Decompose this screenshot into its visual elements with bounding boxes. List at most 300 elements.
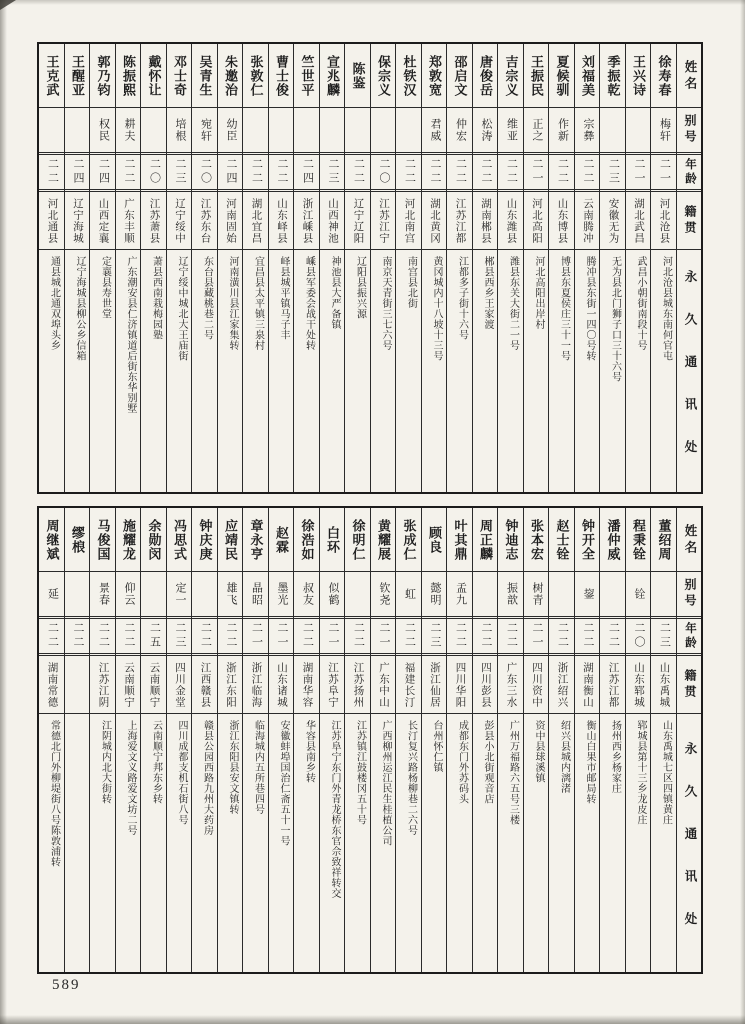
entry-alias: 定一 — [174, 582, 186, 606]
person-entry-column — [370, 44, 396, 492]
entry-alias: 仲宏 — [454, 118, 467, 142]
person-entry-column — [217, 508, 243, 972]
entry-native: 江苏江都 — [447, 192, 472, 250]
entry-age: 二二 — [473, 616, 498, 656]
entry-age: 二〇 — [192, 152, 217, 192]
entry-age: 二二 — [549, 152, 574, 192]
entry-name: 徐浩如 — [294, 508, 319, 572]
entry-alias: 鋆 — [582, 588, 594, 600]
entry-name: 王醒亚 — [65, 44, 90, 108]
person-entry-column — [395, 508, 421, 972]
entry-age: 二二 — [473, 152, 498, 192]
person-entry-column — [497, 44, 523, 492]
entry-native: 辽宁辽阳 — [345, 192, 370, 250]
entry-native: 江西赣县 — [192, 656, 217, 714]
entry-native: 浙江嵊县 — [294, 192, 319, 250]
entry-address: 辽宁海城县柳公乡信箱 — [74, 256, 85, 361]
entry-name: 程秉铨 — [626, 508, 651, 572]
entry-alias: 梅轩 — [658, 118, 671, 142]
entry-name: 张敦仁 — [243, 44, 268, 108]
person-entry-column — [140, 508, 166, 972]
person-entry-column — [293, 44, 319, 492]
entry-alias — [65, 108, 90, 152]
entry-alias — [600, 108, 625, 152]
person-entry-column — [625, 508, 651, 972]
entry-name: 徐寿春 — [651, 44, 676, 108]
entry-native: 山东潍县 — [498, 192, 523, 250]
person-entry-column — [344, 44, 370, 492]
entry-address: 辽阳县振兴源 — [354, 256, 366, 319]
entry-alias — [269, 108, 294, 152]
entry-name: 吉宗义 — [498, 44, 523, 108]
person-entry-column — [39, 508, 64, 972]
entry-alias — [39, 108, 64, 152]
entry-name: 王振民 — [524, 44, 549, 108]
entry-address: 郴县西乡王家渡 — [482, 256, 493, 330]
entry-address: 广东潮安县仁济镇道后街东华别墅 — [125, 256, 136, 414]
entry-alias — [192, 572, 217, 616]
entry-age: 二三 — [600, 152, 625, 192]
field-label-alias: 别号 — [683, 578, 697, 610]
entry-age: 二二 — [575, 152, 600, 192]
entry-alias: 墨光 — [276, 582, 288, 606]
person-entry-column — [497, 508, 523, 972]
entry-native: 四川华阳 — [447, 656, 472, 714]
entry-age: 二二 — [269, 152, 294, 192]
entry-age: 二一 — [626, 152, 651, 192]
entry-address: 常德北门外柳堤街八号陈敦浦转 — [48, 720, 60, 867]
entry-address: 黄冈城内十八坡十三号 — [431, 256, 442, 361]
entry-address: 广州万福路六五号三楼 — [507, 720, 519, 825]
entry-native: 山东诸城 — [269, 656, 294, 714]
entry-alias — [65, 572, 90, 616]
entry-name: 周正麟 — [473, 508, 498, 572]
entry-name: 曹士俊 — [269, 44, 294, 108]
entry-name: 叶其鼎 — [447, 508, 472, 572]
entry-name: 陈振熙 — [116, 44, 141, 108]
entry-native: 辽宁绥中 — [167, 192, 192, 250]
entry-native: 云南顺宁 — [141, 656, 166, 714]
entry-address: 华容县南乡转 — [303, 720, 315, 783]
entry-address: 上海爱文义路爱文坊二号 — [125, 720, 136, 836]
entry-age: 二一 — [269, 616, 294, 656]
entry-name: 赵士铨 — [549, 508, 574, 572]
entry-alias: 作新 — [556, 118, 569, 142]
entry-native: 湖北黄冈 — [422, 192, 447, 250]
person-entry-column — [574, 508, 600, 972]
entry-name: 邓士奇 — [167, 44, 192, 108]
entry-alias: 晶昭 — [250, 582, 263, 606]
person-entry-column — [242, 508, 268, 972]
entry-native: 山西定襄 — [90, 192, 115, 250]
entry-address: 东台县藏桃巷二号 — [201, 256, 213, 340]
scan-edge-right — [740, 0, 745, 1024]
field-label-native_place: 籍贯 — [677, 656, 702, 714]
entry-age: 二三 — [167, 616, 192, 656]
page-number: 589 — [52, 977, 81, 993]
entry-native: 广东中山 — [371, 656, 396, 714]
entry-address: 宜昌县太平镇三泉村 — [252, 256, 264, 351]
entry-age: 二〇 — [371, 152, 396, 192]
person-entry-column — [166, 44, 192, 492]
entry-native: 福建长汀 — [396, 656, 421, 714]
person-entry-column — [115, 508, 141, 972]
entry-name: 施耀龙 — [116, 508, 141, 572]
entry-alias: 君威 — [429, 118, 441, 142]
entry-address: 博县东夏侯庄三十一号 — [558, 256, 570, 361]
entry-native: 河北高阳 — [524, 192, 549, 250]
entry-native: 四川彭县 — [473, 656, 498, 714]
entry-address: 赣县公园西路九州大药房 — [201, 720, 213, 836]
entry-alias — [371, 108, 396, 152]
scan-edge-left — [0, 0, 7, 1024]
person-entry-column — [599, 44, 625, 492]
entry-name: 邵启文 — [447, 44, 472, 108]
entry-alias: 权民 — [97, 118, 110, 142]
person-entry-column — [64, 508, 90, 972]
entry-native: 广东丰顺 — [116, 192, 141, 250]
person-entry-column — [472, 508, 498, 972]
entry-alias: 似鹤 — [327, 582, 339, 606]
entry-alias — [345, 572, 370, 616]
person-entry-column — [523, 508, 549, 972]
entry-address: 彭县小北街观音店 — [482, 720, 493, 804]
entry-name: 竺世平 — [294, 44, 319, 108]
entry-native: 湖南衡山 — [575, 656, 600, 714]
entry-name: 余勋闵 — [141, 508, 166, 572]
entry-age: 二二 — [422, 152, 447, 192]
entry-age: 二四 — [218, 152, 243, 192]
entry-alias: 培根 — [174, 118, 186, 142]
entry-age: 二四 — [294, 152, 319, 192]
person-entry-column — [421, 44, 447, 492]
field-label-column — [676, 44, 702, 492]
entry-age: 二一 — [524, 152, 549, 192]
entry-alias: 景春 — [97, 582, 110, 606]
entry-alias — [243, 108, 268, 152]
person-entry-column — [242, 44, 268, 492]
person-entry-column — [446, 44, 472, 492]
entry-name: 应靖民 — [218, 508, 243, 572]
entry-alias: 宛轩 — [199, 118, 212, 142]
roster-table-lower — [37, 506, 703, 974]
entry-name: 董绍周 — [651, 508, 676, 572]
entry-age: 二一 — [371, 616, 396, 656]
entry-native — [65, 656, 90, 714]
entry-address: 临海城内五所巷四号 — [252, 720, 264, 815]
person-entry-column — [370, 508, 396, 972]
person-entry-column — [268, 44, 294, 492]
entry-name: 朱邀治 — [218, 44, 243, 108]
person-entry-column — [472, 44, 498, 492]
entry-age: 二二 — [218, 616, 243, 656]
entry-name: 夏候驯 — [549, 44, 574, 108]
entry-native: 四川金堂 — [167, 656, 192, 714]
person-entry-column — [39, 44, 64, 492]
entry-name: 唐俊岳 — [473, 44, 498, 108]
entry-native: 辽宁海城 — [65, 192, 90, 250]
entry-age: 二一 — [524, 616, 549, 656]
entry-alias: 树青 — [531, 582, 543, 606]
entry-alias — [141, 572, 166, 616]
person-entry-column — [446, 508, 472, 972]
entry-native: 湖北武昌 — [626, 192, 651, 250]
person-entry-column — [166, 508, 192, 972]
entry-age: 二二 — [345, 152, 370, 192]
entry-name: 保宗义 — [371, 44, 396, 108]
person-entry-column — [89, 44, 115, 492]
entry-address: 长汀复兴路杨柳巷二六号 — [405, 720, 417, 836]
person-entry-column — [89, 508, 115, 972]
person-entry-column — [548, 44, 574, 492]
scan-edge-bottom — [0, 1015, 745, 1024]
entry-age: 二三 — [320, 152, 345, 192]
entry-age: 二三 — [651, 616, 676, 656]
entry-native: 江苏江阴 — [90, 656, 115, 714]
person-entry-column — [523, 44, 549, 492]
person-entry-column — [293, 508, 319, 972]
entry-name: 章永亨 — [243, 508, 268, 572]
entry-name: 钟开全 — [575, 508, 600, 572]
entry-alias — [320, 108, 345, 152]
entry-age: 二二 — [447, 616, 472, 656]
entry-address: 通县城北通双埠头乡 — [48, 256, 60, 351]
person-entry-column — [268, 508, 294, 972]
entry-address: 云南顺宁邦东乡转 — [150, 720, 162, 804]
entry-address — [65, 714, 90, 972]
entry-age: 二四 — [65, 152, 90, 192]
entry-address: 辽宁绥中城北大王庙街 — [176, 256, 187, 361]
entry-alias: 孟九 — [454, 582, 467, 606]
entry-address: 江苏阜宁东门外青龙桥东官佘致祥转交 — [329, 720, 340, 899]
entry-native: 浙江绍兴 — [549, 656, 574, 714]
entry-native: 山西神池 — [320, 192, 345, 250]
entry-age: 二二 — [116, 152, 141, 192]
person-entry-column — [548, 508, 574, 972]
entry-name: 季振乾 — [600, 44, 625, 108]
entry-age: 二二 — [294, 616, 319, 656]
entry-address: 武昌小朝街南段十号 — [635, 256, 646, 351]
entry-age: 二二 — [447, 152, 472, 192]
roster-table-upper — [37, 42, 703, 494]
entry-alias — [141, 108, 166, 152]
entry-age: 二二 — [243, 152, 268, 192]
entry-alias: 铨 — [633, 588, 645, 600]
entry-native: 浙江临海 — [243, 656, 268, 714]
entry-age: 二二 — [498, 616, 523, 656]
entry-age: 二二 — [600, 616, 625, 656]
entry-native: 河北南宫 — [396, 192, 421, 250]
entry-age: 二二 — [549, 616, 574, 656]
entry-native: 江苏扬州 — [345, 656, 370, 714]
entry-name: 宣兆麟 — [320, 44, 345, 108]
entry-native: 山东峄县 — [269, 192, 294, 250]
entry-native: 江苏江宁 — [371, 192, 396, 250]
entry-native: 云南腾冲 — [575, 192, 600, 250]
entry-age: 二二 — [39, 152, 64, 192]
entry-name: 周继斌 — [39, 508, 64, 572]
entry-address: 南宫县北街 — [405, 256, 417, 309]
entry-address: 资中县球溪镇 — [533, 720, 544, 783]
entry-age: 二二 — [396, 616, 421, 656]
entry-alias: 虹 — [403, 588, 416, 600]
entry-alias: 松涛 — [480, 118, 492, 142]
entry-native: 河南固始 — [218, 192, 243, 250]
entry-alias: 幼臣 — [225, 118, 237, 142]
field-label-address: 永久通讯处 — [683, 269, 697, 483]
entry-native: 江苏江都 — [600, 656, 625, 714]
field-label-native_place: 籍贯 — [677, 192, 702, 250]
entry-age: 二一 — [243, 616, 268, 656]
field-label-name: 姓名 — [677, 44, 702, 108]
person-entry-column — [650, 508, 676, 972]
entry-address: 绍兴县城内漓渚 — [558, 720, 570, 794]
entry-address: 潍县东关大街二一号 — [507, 256, 519, 351]
field-label-column — [676, 508, 702, 972]
entry-native: 江苏萧县 — [141, 192, 166, 250]
entry-native: 山东博县 — [549, 192, 574, 250]
entry-name: 吴青生 — [192, 44, 217, 108]
field-label-age: 年龄 — [677, 616, 702, 656]
entry-name: 钟迪志 — [498, 508, 523, 572]
entry-native: 河北沧县 — [651, 192, 676, 250]
person-entry-column — [344, 508, 370, 972]
entry-alias: 钦尧 — [378, 582, 390, 606]
entry-alias — [626, 108, 651, 152]
person-entry-column — [64, 44, 90, 492]
person-entry-column — [191, 508, 217, 972]
entry-name: 白环 — [320, 508, 345, 572]
entry-native: 四川资中 — [524, 656, 549, 714]
entry-alias: 叔友 — [301, 582, 314, 606]
entry-age: 二〇 — [141, 152, 166, 192]
entry-name: 潘仲威 — [600, 508, 625, 572]
entry-age: 二二 — [575, 616, 600, 656]
field-label-name: 姓名 — [677, 508, 702, 572]
entry-name: 顾良 — [422, 508, 447, 572]
entry-native: 浙江东阳 — [218, 656, 243, 714]
entry-age: 二二 — [90, 616, 115, 656]
entry-native: 云南顺宁 — [116, 656, 141, 714]
person-entry-column — [217, 44, 243, 492]
entry-address: 扬州西乡杨家庄 — [609, 720, 621, 794]
scan-edge-top — [0, 0, 745, 5]
entry-alias — [473, 572, 498, 616]
entry-address: 河北高阳出岸村 — [533, 256, 544, 330]
entry-name: 戴怀让 — [141, 44, 166, 108]
entry-age: 二〇 — [626, 616, 651, 656]
entry-address: 江都多子街十六号 — [456, 256, 468, 340]
entry-alias: 仰云 — [123, 582, 135, 606]
entry-native: 浙江仙居 — [422, 656, 447, 714]
entry-alias: 耕夫 — [123, 118, 135, 142]
entry-address: 江阴城内北大街转 — [99, 720, 111, 804]
entry-address: 嵊县军委会战干处转 — [303, 256, 315, 351]
entry-name: 郑敦宽 — [422, 44, 447, 108]
entry-address: 神池县大严备镇 — [329, 256, 340, 330]
entry-address: 山东禹城七区四镇黄庄 — [660, 720, 672, 825]
entry-address: 无为县北门狮子口三十六号 — [609, 256, 621, 382]
field-label-age: 年龄 — [677, 152, 702, 192]
entry-native: 山东郓城 — [626, 656, 651, 714]
entry-age: 二五 — [141, 616, 166, 656]
entry-native: 江苏阜宁 — [320, 656, 345, 714]
entry-address: 河北沧县城东南何官屯 — [660, 256, 672, 361]
entry-age: 二一 — [651, 152, 676, 192]
entry-age: 二四 — [90, 152, 115, 192]
entry-alias: 懿明 — [429, 582, 441, 606]
entry-native: 江苏东台 — [192, 192, 217, 250]
entry-age: 二二 — [39, 616, 64, 656]
person-entry-column — [319, 508, 345, 972]
entry-age: 二二 — [116, 616, 141, 656]
entry-name: 王兴诗 — [626, 44, 651, 108]
entry-age: 二二 — [345, 616, 370, 656]
entry-alias: 宗彝 — [582, 118, 594, 142]
entry-age: 二三 — [167, 152, 192, 192]
entry-alias — [651, 572, 676, 616]
entry-address: 定襄县寿世堂 — [99, 256, 111, 319]
entry-address: 萧县西南栽梅园塾 — [150, 256, 162, 340]
entry-native: 湖南郴县 — [473, 192, 498, 250]
person-entry-column — [115, 44, 141, 492]
entry-alias — [549, 572, 574, 616]
field-label-alias: 别号 — [683, 114, 697, 146]
entry-name: 王克武 — [39, 44, 64, 108]
entry-alias — [396, 108, 421, 152]
entry-address: 江苏镇江鼓楼冈五十号 — [354, 720, 366, 825]
entry-native: 湖南华容 — [294, 656, 319, 714]
entry-address: 河南潢川县江家集转 — [227, 256, 238, 351]
entry-address: 郓城县第十三乡龙皮庄 — [635, 720, 646, 825]
entry-name: 赵霖 — [269, 508, 294, 572]
entry-address: 南京天青街三七六号 — [380, 256, 391, 351]
entry-alias — [345, 108, 370, 152]
scan-corner-mark — [0, 0, 16, 10]
person-entry-column — [625, 44, 651, 492]
entry-alias — [600, 572, 625, 616]
entry-name: 陈鉴 — [345, 44, 370, 108]
entry-name: 马俊国 — [90, 508, 115, 572]
field-label-address: 永久通讯处 — [683, 741, 697, 955]
entry-address: 衡山白果市邮局转 — [584, 720, 595, 804]
entry-alias: 正之 — [531, 118, 543, 142]
entry-name: 张成仁 — [396, 508, 421, 572]
person-entry-column — [650, 44, 676, 492]
entry-native: 湖北宜昌 — [243, 192, 268, 250]
entry-address: 腾冲县东街一四〇号转 — [584, 256, 595, 361]
person-entry-column — [191, 44, 217, 492]
entry-address: 广西柳州运江民生桂植公司 — [380, 720, 391, 846]
tables-region — [37, 42, 703, 974]
person-entry-column — [599, 508, 625, 972]
entry-name: 张本宏 — [524, 508, 549, 572]
entry-name: 郭乃钧 — [90, 44, 115, 108]
person-entry-column — [140, 44, 166, 492]
entry-alias: 雄飞 — [225, 582, 237, 606]
entry-native: 湖南常德 — [39, 656, 64, 714]
entry-address: 成都东门外苏码头 — [456, 720, 468, 804]
entry-address: 峄县城平镇马子丰 — [278, 256, 289, 340]
entry-name: 黄耀展 — [371, 508, 396, 572]
entry-address: 浙江东阳县安文镇转 — [227, 720, 238, 815]
entry-age: 二二 — [65, 616, 90, 656]
entry-age: 二二 — [192, 616, 217, 656]
entry-age: 二三 — [422, 616, 447, 656]
entry-name: 刘福美 — [575, 44, 600, 108]
entry-name: 钟庆庚 — [192, 508, 217, 572]
entry-native: 广东三水 — [498, 656, 523, 714]
